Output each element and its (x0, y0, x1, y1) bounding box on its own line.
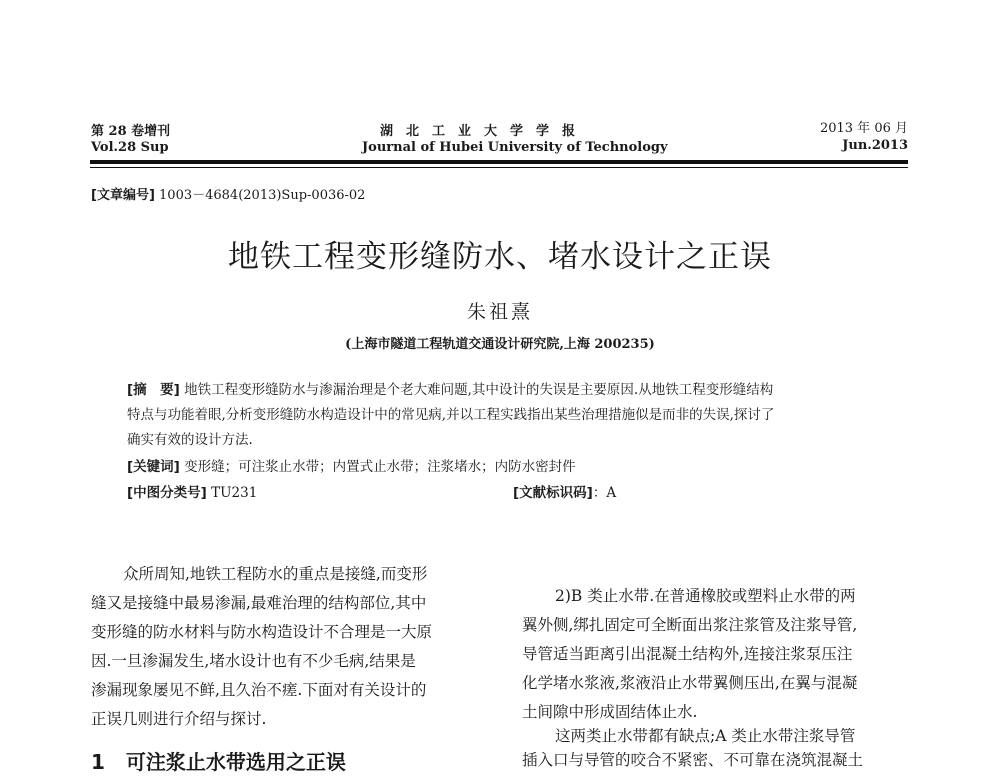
document-code-value: ：A (592, 485, 617, 501)
section-heading (91, 746, 346, 775)
classification (127, 481, 257, 506)
abstract-line-1 (127, 378, 773, 403)
body-right-line-4: 化学堵水浆液,浆液沿止水带翼侧压出,在翼与混凝 (522, 674, 858, 692)
body-left-line-1: 众所周知,地铁工程防水的重点是接缝,而变形 (123, 565, 428, 583)
volume-en: Vol.28 Sup (91, 140, 169, 155)
abstract-line-3: 确实有效的设计方法. (127, 432, 253, 448)
section-title: 可注浆止水带选用之正误 (125, 750, 346, 774)
abstract-label: [摘 要] (127, 382, 180, 398)
journal-name-en: Journal of Hubei University of Technology (362, 140, 668, 155)
affiliation: (上海市隧道工程轨道交通设计研究院,上海 200235) (345, 337, 655, 352)
classification-label: [中图分类号] (127, 485, 207, 501)
article-number-label: [文章编号] (91, 188, 155, 203)
body-left-line-6: 正误几则进行介绍与探讨. (91, 710, 267, 728)
journal-name-cn: 湖 北 工 业 大 学 学 报 (380, 124, 576, 139)
document-code-label: [文献标识码] (513, 485, 593, 501)
body-right-line-7: 插入口与导管的咬合不紧密、不可靠在浇筑混凝土 (522, 751, 864, 769)
body-right-line-5: 土间隙中形成固结体止水. (522, 703, 698, 721)
document-code (513, 481, 616, 506)
header-rule-thin (90, 167, 908, 168)
article-number-value: 1003－4684(2013)Sup-0036-02 (159, 188, 366, 203)
body-right-line-1: 2)B 类止水带.在普通橡胶或塑料止水带的两 (555, 587, 856, 605)
keywords-value: 变形缝；可注浆止水带；内置式止水带；注浆堵水；内防水密封件 (184, 459, 576, 475)
author: 朱祖熹 (466, 301, 533, 323)
body-left-line-5: 渗漏现象屡见不鲜,且久治不瘥.下面对有关设计的 (91, 681, 427, 699)
abstract-line-2: 特点与功能着眼,分析变形缝防水构造设计中的常见病,并以工程实践指出某些治理措施似是而非的失误,探讨了 (127, 407, 775, 423)
header-rule-thick (90, 160, 908, 164)
body-left-line-2: 缝又是接缝中最易渗漏,最难治理的结构部位,其中 (91, 594, 427, 612)
body-right-line-6: 这两类止水带都有缺点;A 类止水带注浆导管 (555, 727, 856, 745)
keywords-label: [关键词] (127, 459, 180, 475)
body-left-line-3: 变形缝的防水材料与防水构造设计不合理是一大原 (91, 623, 433, 641)
date-cn: 2013 年 06 月 (819, 121, 908, 136)
body-left-line-4: 因.一旦渗漏发生,堵水设计也有不少毛病,结果是 (91, 652, 416, 670)
classification-value: TU231 (211, 485, 258, 501)
volume-cn: 第 28 卷增刊 (91, 124, 171, 139)
body-right-line-2: 翼外侧,绑扎固定可全断面出浆注浆管及注浆导管, (522, 616, 858, 634)
section-number: 1 (91, 750, 105, 774)
abstract-text-1: 地铁工程变形缝防水与渗漏治理是个老大难问题,其中设计的失误是主要原因.从地铁工程变形缝结构 (184, 382, 774, 398)
paper-title: 地铁工程变形缝防水、堵水设计之正误 (228, 239, 772, 275)
date-en: Jun.2013 (842, 138, 908, 153)
body-right-line-3: 导管适当距离引出混凝土结构外,连接注浆泵压注 (522, 645, 853, 663)
keywords (127, 455, 576, 480)
article-number (91, 184, 365, 203)
